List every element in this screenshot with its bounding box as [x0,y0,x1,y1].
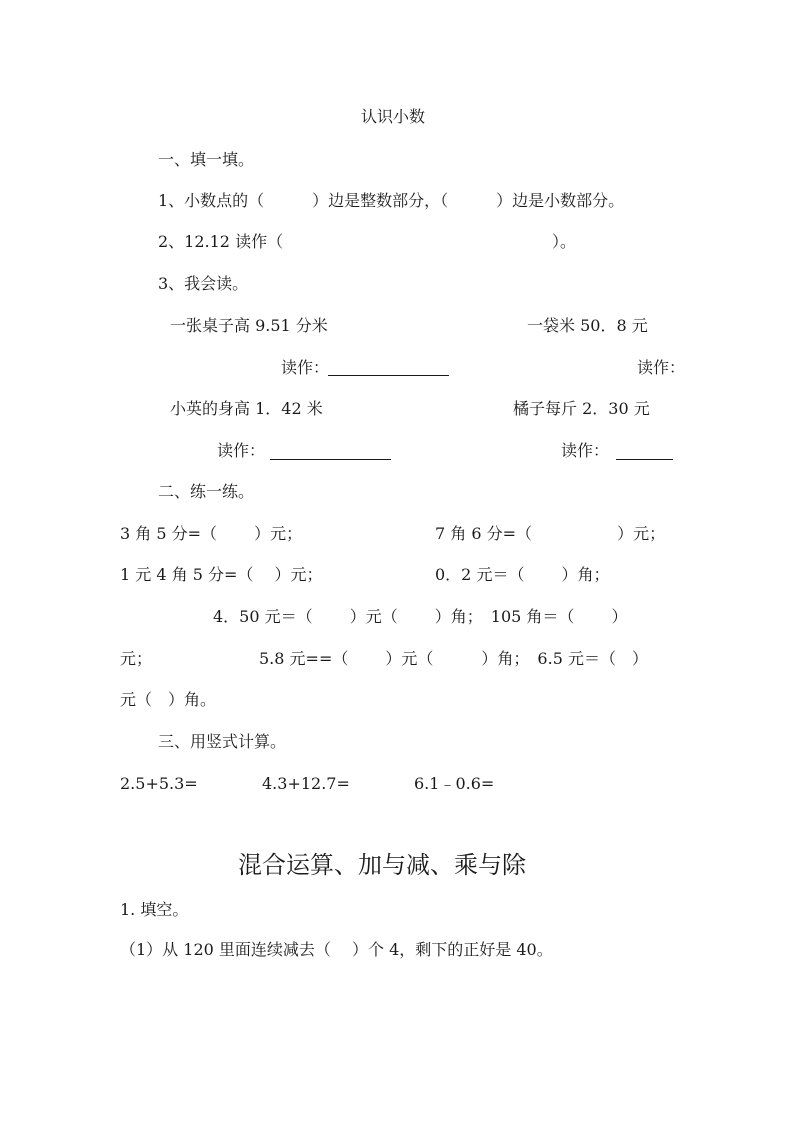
practice-line: 7 角 6 分=（ ）元； [435,524,666,543]
read-label: 读作： [281,358,330,377]
read-item-xiaoying-height: 小英的身高 1．42 米 [170,399,323,418]
answer-line [616,459,673,460]
practice-line: 0．2 元＝（ ）角； [435,565,610,584]
heading-fill-in: 一、填一填。 [158,150,255,169]
read-item-table-height: 一张桌子高 9.51 分米 [170,316,328,335]
answer-line [328,375,449,376]
practice-line: 5.8 元==（ ）元（ ）角； 6.5 元＝（ ） [259,649,648,668]
read-item-rice-price: 一袋米 50．8 元 [527,316,648,335]
practice-line: 元； [120,649,153,668]
heading-vertical-calc: 三、用竖式计算。 [158,732,287,751]
page-title: 认识小数 [361,107,426,126]
answer-line [270,459,391,460]
read-item-orange-price: 橘子每斤 2．30 元 [513,399,650,418]
heading-fill-blank: 1. 填空。 [120,900,189,919]
read-label: 读作： [561,441,610,460]
question-subtract: （1）从 120 里面连续减去（ ）个 4，剩下的正好是 40。 [120,940,553,959]
heading-practice: 二、练一练。 [158,482,255,501]
question-3: 3、我会读。 [158,274,249,293]
question-1: 1、小数点的（ ）边是整数部分，（ ）边是小数部分。 [158,191,625,210]
read-label: 读作： [217,441,266,460]
practice-line: 4．50 元＝（ ）元（ ）角； 105 角＝（ ） [213,607,628,626]
calc-item: 2.5+5.3= [120,774,198,793]
practice-line: 1 元 4 角 5 分=（ ）元； [120,565,323,584]
section-title: 混合运算、加与减、乘与除 [238,851,526,879]
read-label: 读作： [637,358,686,377]
calc-item: 4.3+12.7= [262,774,350,793]
practice-line: 3 角 5 分=（ ）元； [120,524,303,543]
question-2: 2、12.12 读作（ [158,232,284,251]
calc-item: 6.1﹣0.6= [414,774,495,793]
question-2-end: ）。 [552,232,577,251]
practice-line: 元（ ）角。 [120,690,217,709]
